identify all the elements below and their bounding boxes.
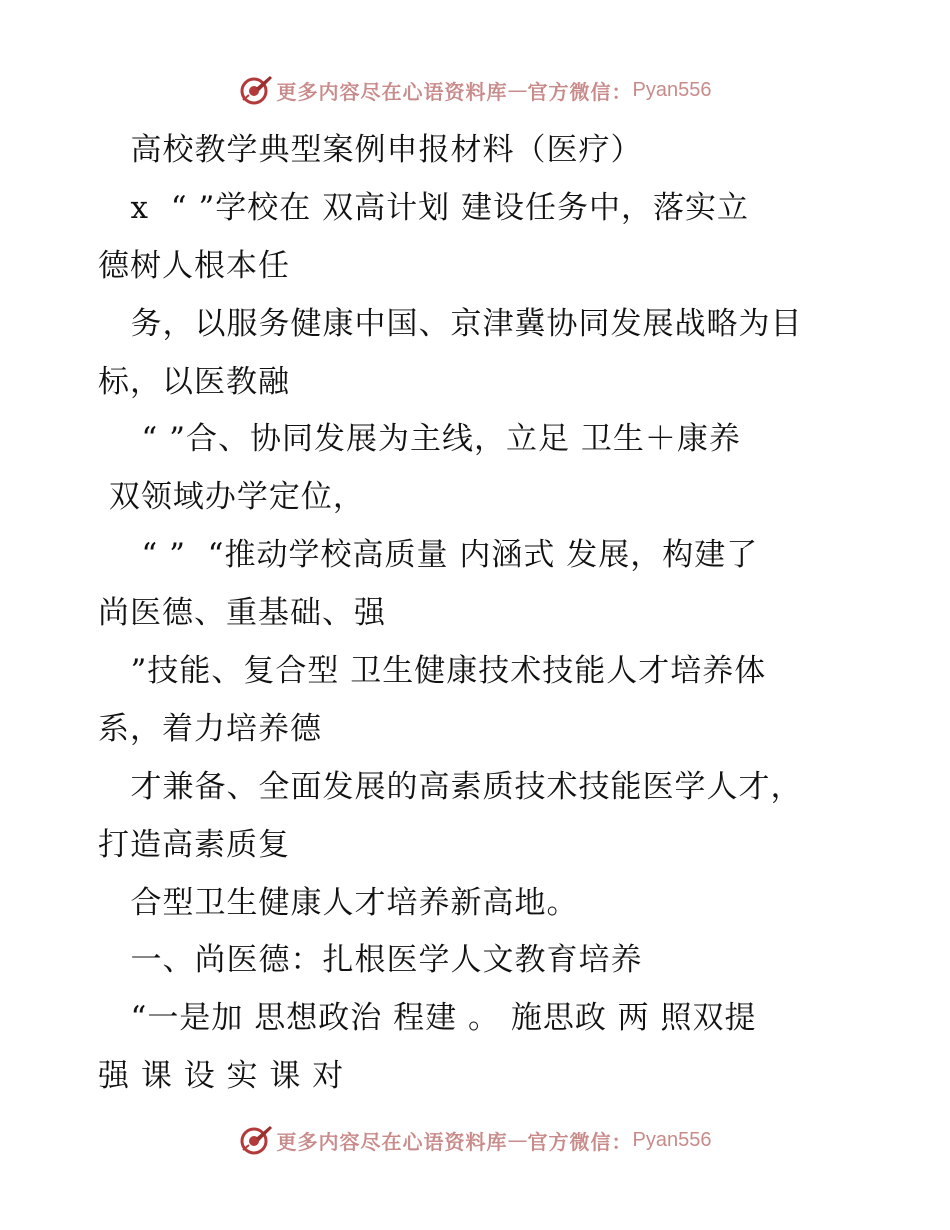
text-line: 双领域办学定位，: [98, 479, 365, 516]
text-line: “一是加 思想政治 程建 。 施思政 两 照双提: [98, 1000, 757, 1037]
text-line: 标，以医教融: [98, 363, 290, 400]
watermark-banner-bottom: [0, 1120, 950, 1160]
pen-logo-icon: [239, 73, 273, 107]
section-heading: 一、尚医德：扎根医学人文教育培养: [98, 942, 643, 979]
watermark-label: 官方微信：: [527, 79, 633, 104]
pen-logo-icon: [239, 1123, 273, 1157]
text-line: 务，以服务健康中国、京津冀协同发展战略为目: [98, 305, 803, 342]
watermark-text: 更多内容尽在心语资料库: [276, 79, 508, 104]
watermark-id: Pyan556: [632, 1128, 712, 1151]
text-line: “ ” “推动学校高质量 内涵式 发展，构建了: [98, 537, 759, 574]
watermark-label: 官方微信：: [527, 1129, 633, 1154]
text-line: 合型卫生健康人才培养新高地。: [98, 884, 579, 921]
text-line: 打造高素质复: [98, 826, 290, 863]
watermark-id: Pyan556: [632, 78, 712, 101]
document-body: [98, 122, 858, 1106]
text-line: 尚医德、重基础、强: [98, 595, 386, 632]
text-line: x “ ”学校在 双高计划 建设任务中，落实立: [98, 189, 750, 226]
watermark-separator: —: [507, 1128, 528, 1152]
text-line: ”技能、复合型 卫生健康技术技能人才培养体: [98, 653, 767, 690]
text-line: “ ”合、协同发展为主线，立足 卫生＋康养: [98, 421, 741, 458]
watermark-text: 更多内容尽在心语资料库: [276, 1129, 508, 1154]
text-line: 强 课 设 实 课 对: [98, 1058, 345, 1095]
text-line: 德树人根本任: [98, 247, 290, 284]
watermark-banner-top: [0, 70, 950, 110]
watermark-separator: —: [507, 78, 528, 102]
text-line: 才兼备、全面发展的高素质技术技能医学人才，: [98, 768, 803, 805]
document-title: 高校教学典型案例申报材料（医疗）: [98, 132, 643, 168]
text-line: 系，着力培养德: [98, 710, 322, 747]
